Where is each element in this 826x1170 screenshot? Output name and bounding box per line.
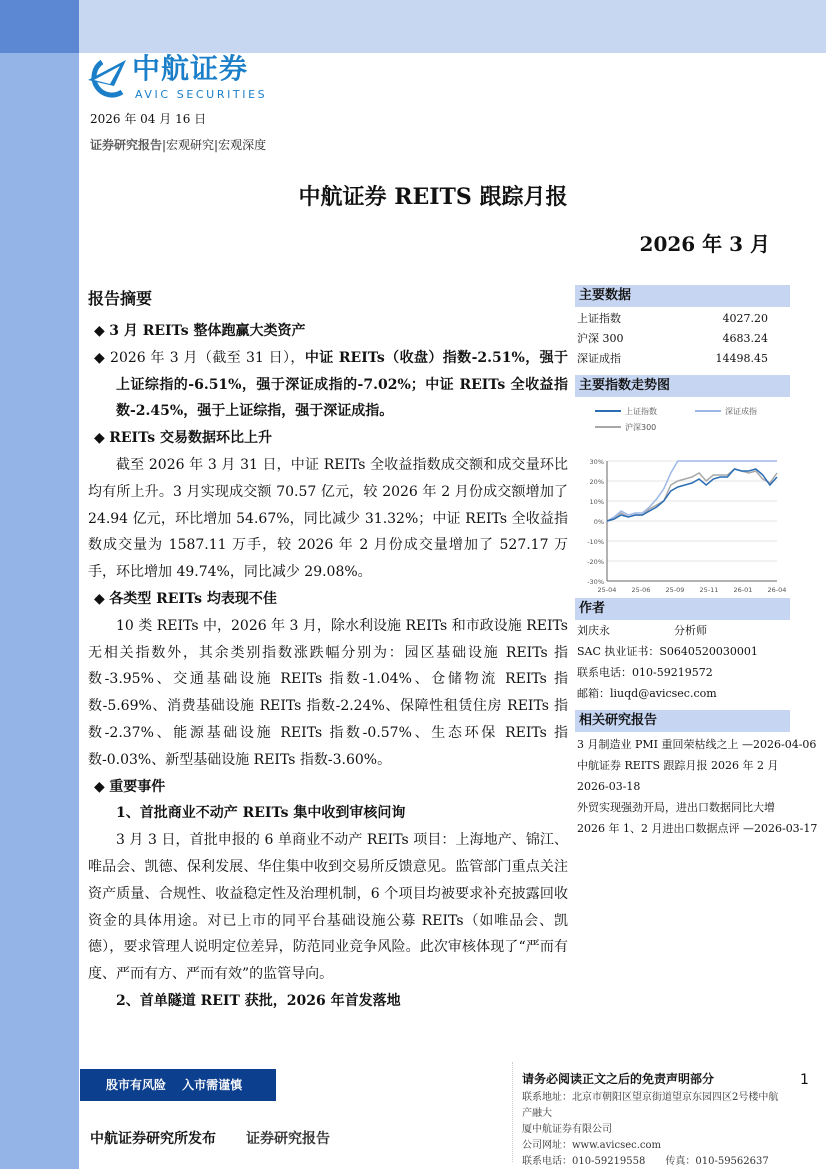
logo-text-cn: 中航证券 bbox=[132, 52, 249, 85]
diamond-bullet-icon: ◆ bbox=[94, 349, 111, 366]
summary-bullet bbox=[88, 318, 568, 345]
text-segment: 重要事件 bbox=[109, 778, 166, 795]
footer-divider bbox=[512, 1062, 513, 1162]
text-segment: 1、首批商业不动产 REITs 集中收到审核问询 bbox=[116, 805, 406, 822]
key-data-row bbox=[575, 349, 790, 369]
author-line bbox=[575, 620, 790, 641]
index-chart-panel bbox=[575, 375, 790, 597]
report-period: 2026 年 3 月 bbox=[639, 232, 770, 256]
related-report-link[interactable]: 3 月制造业 PMI 重回荣枯线之上 —2026-04-06 bbox=[577, 738, 817, 751]
diamond-bullet-icon: ◆ bbox=[94, 590, 110, 607]
category-prefix: 证券研究报告 bbox=[90, 138, 163, 152]
text-segment: 截至 2026 年 3 月 31 日，中证 REITs 全收益指数成交额和成交量环比均有所上升。3 月实现成交额 70.57 亿元，较 2026 年 2 月份成交额增加了 24.94 亿元，环比增加 54.67%，同比减少 31.32%；中证 REITs 全收益指数成交量为 1587.11 万手，较 2026 年 2 月份成交量增加了 527.17 万手，环比增加 49.74%，同比减少 29.08%。 bbox=[88, 456, 568, 581]
category-rest: |宏观研究|宏观深度 bbox=[162, 138, 267, 152]
address-line: 厦中航证券有限公司 bbox=[522, 1124, 612, 1135]
author-phone: 联系电话：010-59219572 bbox=[577, 666, 713, 679]
related-report-link[interactable]: 外贸实现强劲开局，进出口数据同比大增 bbox=[577, 801, 775, 814]
disclaimer-title: 请务必阅读正文之后的免责声明部分 bbox=[522, 1072, 715, 1086]
text-segment: 10 类 REITs 中，2026 年 3 月，除水利设施 REITs 和市政设施 REITs 无相关指数外，其余类别指数涨跌幅分别为：园区基础设施 REITs 指数-3.95%、交通基础设施 REITs 指数-1.04%、仓储物流 REITs 指数-5.69%、消费基础设施 REITs 指数-2.24%、保障性租赁住房 REITs 指数-2.37%、能源基础设施 REITs 指数-0.57%、生态环保 REITs 指数-0.03%、新型基础设施 REITs 指数-3.60%。 bbox=[88, 617, 568, 768]
summary-bullet bbox=[88, 425, 568, 452]
index-trend-chart bbox=[575, 397, 790, 597]
legend-label: 深证成指 bbox=[725, 407, 757, 416]
diamond-bullet-icon: ◆ bbox=[94, 323, 110, 339]
plane-logo-icon bbox=[80, 56, 130, 102]
key-data-row bbox=[575, 309, 790, 329]
y-tick-label: -30% bbox=[587, 578, 604, 586]
diamond-bullet-icon: ◆ bbox=[94, 778, 110, 795]
y-tick-label: 10% bbox=[589, 498, 604, 506]
summary-bullet bbox=[88, 774, 568, 801]
text-segment: 各类型 REITs 均表现不佳 bbox=[109, 590, 277, 607]
y-tick-label: -20% bbox=[587, 558, 604, 566]
key-data-title: 主要数据 bbox=[575, 285, 790, 307]
legend-label: 上证指数 bbox=[625, 407, 657, 416]
summary-bullet bbox=[88, 345, 568, 425]
logo-text-en: AVIC SECURITIES bbox=[135, 88, 268, 101]
x-tick-label: 25-09 bbox=[665, 586, 685, 594]
contact-line: 联系电话：010-59219558 传真：010-59562637 bbox=[522, 1156, 769, 1167]
author-email[interactable]: 邮箱：liuqd@avicsec.com bbox=[577, 687, 717, 700]
publisher-name: 中航证券研究所发布 bbox=[90, 1131, 216, 1147]
y-tick-label: -10% bbox=[587, 538, 604, 546]
page-title: 中航证券 REITS 跟踪月报 bbox=[298, 184, 568, 210]
report-category bbox=[90, 136, 266, 153]
summary-blocks bbox=[88, 318, 568, 1015]
y-tick-label: 20% bbox=[589, 478, 604, 486]
text-segment: 3 月 3 日，首批申报的 6 单商业不动产 REITs 项目：上海地产、锦江、唯品会、凯德、保利发展、华住集中收到交易所反馈意见。监管部门重点关注资产质量、合规性、收益稳定性及治理机制，6 个项目均被要求补充披露回收资金的具体用途。对已上市的同平台基础设施公募 REITs（如唯品会、凯德），要求管理人说明定位差异，防范同业竞争风险。此次审核体现了“严而有度、严而有方、严而有效”的监管导向。 bbox=[88, 832, 568, 983]
event-subheading bbox=[88, 988, 568, 1015]
summary-heading: 报告摘要 bbox=[88, 289, 153, 308]
summary-paragraph bbox=[88, 452, 568, 586]
key-data-row bbox=[575, 329, 790, 349]
summary-bullet bbox=[88, 586, 568, 613]
related-title: 相关研究报告 bbox=[575, 710, 790, 732]
related-report-link[interactable]: 2026 年 1、2 月进出口数据点评 —2026-03-17 bbox=[577, 822, 818, 835]
text-segment: 3 月 REITs 整体跑赢大类资产 bbox=[109, 323, 306, 339]
address-line: 联系地址：北京市朝阳区望京街道望京东园四区2号楼中航产融大 bbox=[522, 1092, 779, 1119]
x-tick-label: 26-04 bbox=[767, 586, 787, 594]
author-role: 分析师 bbox=[674, 624, 707, 637]
related-report-date: 2026-03-18 bbox=[577, 780, 641, 793]
event-subheading bbox=[88, 800, 568, 827]
related-reports-panel bbox=[575, 710, 818, 839]
key-data-label: 上证指数 bbox=[577, 312, 621, 325]
key-data-panel bbox=[575, 285, 790, 369]
website-link[interactable]: 公司网址：www.avicsec.com bbox=[522, 1140, 662, 1151]
author-name: 刘庆永 bbox=[577, 624, 610, 637]
header-corner-block bbox=[0, 0, 79, 53]
report-type: 证券研究报告 bbox=[246, 1131, 330, 1147]
key-data-value: 4683.24 bbox=[722, 332, 768, 345]
summary-paragraph bbox=[88, 613, 568, 774]
header-band bbox=[0, 0, 826, 53]
key-data-label: 沪深 300 bbox=[577, 332, 624, 345]
risk-banner: 股市有风险 入市需谨慎 bbox=[80, 1069, 276, 1101]
author-sac: SAC 执业证书：S0640520030001 bbox=[577, 645, 758, 658]
key-data-value: 14498.45 bbox=[715, 352, 768, 365]
report-date: 2026 年 04 月 16 日 bbox=[90, 112, 207, 126]
diamond-bullet-icon: ◆ bbox=[94, 430, 110, 447]
x-tick-label: 25-11 bbox=[699, 586, 719, 594]
key-data-value: 4027.20 bbox=[722, 312, 768, 325]
y-tick-label: 0% bbox=[593, 518, 604, 526]
related-report-link[interactable]: 中航证券 REITS 跟踪月报 2026 年 2 月 bbox=[577, 759, 779, 772]
text-segment: 中证 REITs（收盘）指数-2.51%，强于上证综指的-6.51%，强于深证成指的-7.02%；中证 REITs 全收益指数-2.45%，强于上证综指，强于深证成指。 bbox=[116, 349, 568, 420]
summary-paragraph bbox=[88, 827, 568, 988]
text-segment: 2026 年 3 月（截至 31 日）， bbox=[110, 349, 305, 366]
chart-title: 主要指数走势图 bbox=[575, 375, 790, 397]
author-panel bbox=[575, 598, 790, 704]
left-decor-strip bbox=[0, 53, 79, 1169]
author-title: 作者 bbox=[575, 598, 790, 620]
report-summary bbox=[88, 286, 568, 1015]
legend-label: 沪深300 bbox=[625, 423, 657, 432]
page-number: 1 bbox=[800, 1072, 809, 1088]
text-segment: 2、首单隧道 REIT 获批，2026 年首发落地 bbox=[116, 992, 401, 1009]
company-logo bbox=[80, 52, 280, 102]
x-tick-label: 26-01 bbox=[733, 586, 753, 594]
text-segment: REITs 交易数据环比上升 bbox=[109, 430, 272, 447]
disclaimer-block bbox=[522, 1070, 784, 1170]
y-tick-label: 30% bbox=[589, 458, 604, 466]
x-tick-label: 25-06 bbox=[631, 586, 651, 594]
x-tick-label: 25-04 bbox=[597, 586, 617, 594]
key-data-label: 深证成指 bbox=[577, 352, 621, 365]
footer-publisher bbox=[90, 1128, 330, 1148]
